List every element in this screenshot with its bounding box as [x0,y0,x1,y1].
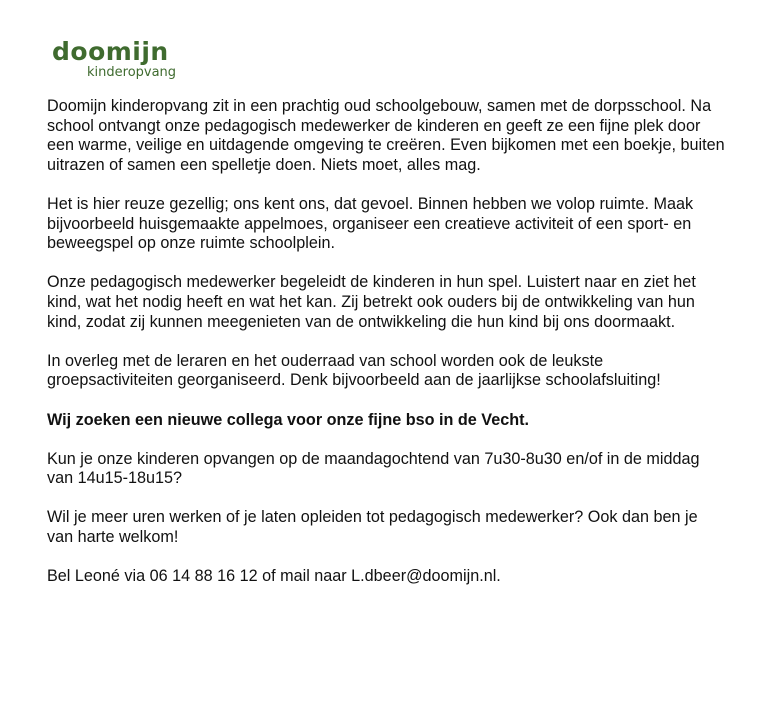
training-paragraph: Wil je meer uren werken of je laten opleiden tot pedagogisch medewerker? Ook dan ben je van harte welkom! [47,508,698,547]
logo-subtitle: kinderopvang [87,65,177,80]
atmosphere-paragraph: Het is hier reuze gezellig; ons kent ons, dat gevoel. Binnen hebben we volop ruimte. Maak bijvoorbeeld huisgemaakte appelmoes, organiseer een creatieve activiteit of een sport- en beweegspel op onze ruimte schoolplein. [47,194,694,253]
logo-brand-text: doomijn [52,37,169,66]
hours-paragraph: Kun je onze kinderen opvangen op de maandagochtend van 7u30-8u30 en/of in de middag van 14u15-18u15? [47,449,700,488]
contact-paragraph: Bel Leoné via 06 14 88 16 12 of mail naar L.dbeer@doomijn.nl. [47,567,501,586]
activities-paragraph: In overleg met de leraren en het ouderraad van school worden ook de leukste groepsactiviteiten georganiseerd. Denk bijvoorbeeld aan de jaarlijkse schoolafsluiting! [47,351,661,390]
intro-paragraph: Doomijn kinderopvang zit in een prachtig oud schoolgebouw, samen met de dorpsschool. Na school ontvangt onze pedagogisch medewerker de kinderen en geeft ze een fijne plek door een warme, veilige en uitdagende omgeving te creëren. Even bijkomen met een boekje, buiten uitrazen of samen een spelletje doen. Niets moet, alles mag. [47,97,725,174]
vacancy-text [47,97,727,606]
guidance-paragraph: Onze pedagogisch medewerker begeleidt de kinderen in hun spel. Luistert naar en ziet het kind, wat het nodig heeft en wat het kan. Zij betrekt ook ouders bij de ontwikkeling van hun kind, zodat zij kunnen meegenieten van de ontwikkeling die hun kind bij ons doormaakt. [47,273,696,331]
doomijn-logo [52,37,192,87]
vacancy-heading: Wij zoeken een nieuwe collega voor onze fijne bso in de Vecht. [47,410,529,429]
